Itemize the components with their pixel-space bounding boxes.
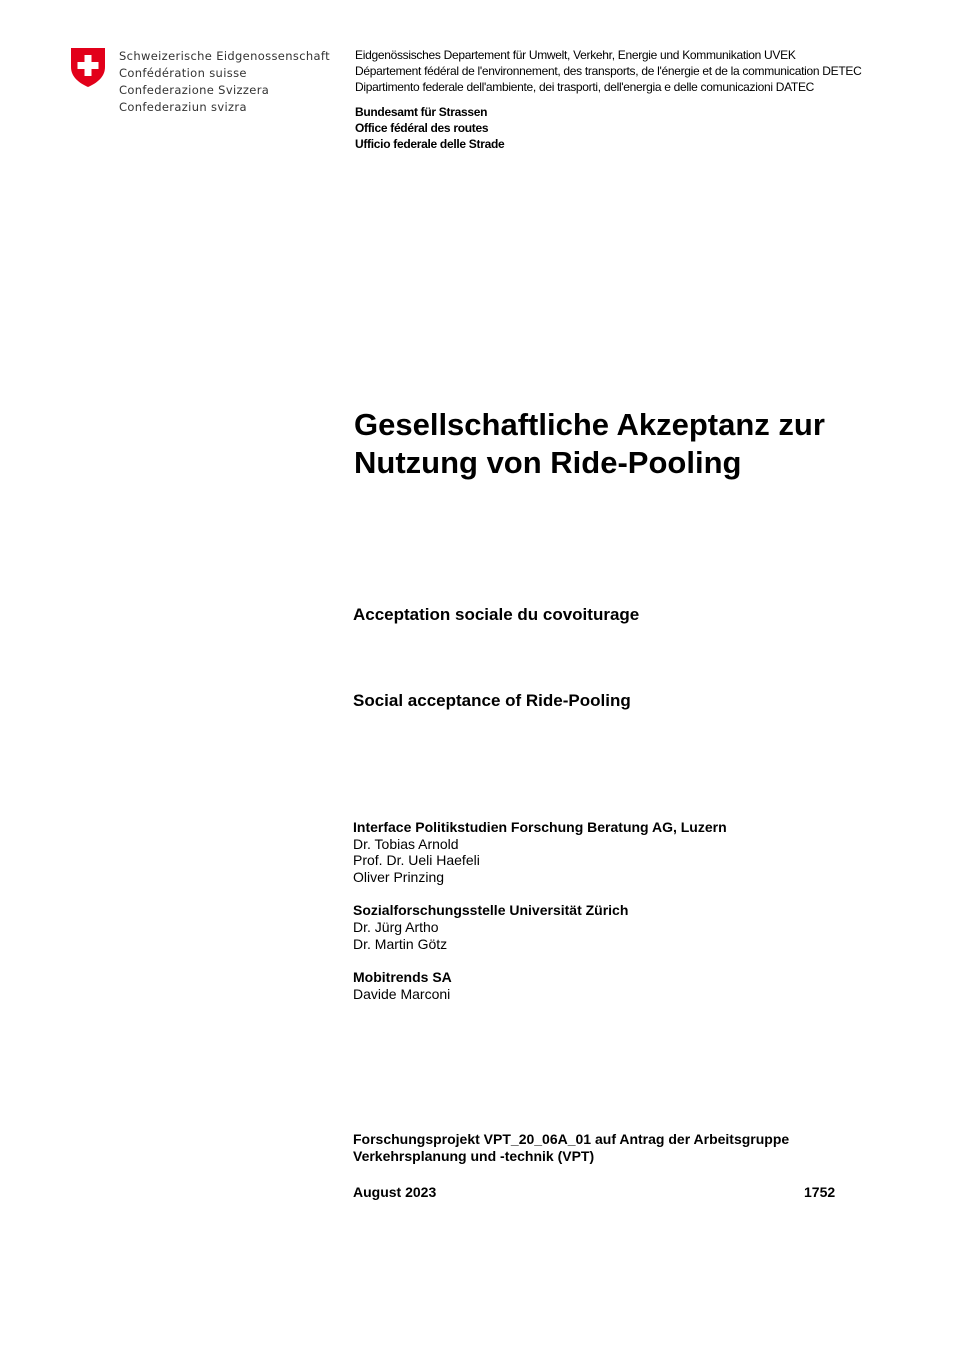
author-organization: Interface Politikstudien Forschung Beratung AG, Luzern [353,819,727,835]
author-name: Davide Marconi [353,985,451,1002]
confed-name-rm: Confederaziun svizra [119,100,247,114]
authors-section [353,819,727,1019]
swiss-coat-of-arms-icon [70,47,106,88]
office-block [355,104,504,152]
confed-name-de: Schweizerische Eidgenossenschaft [119,49,330,63]
project-line-1: Forschungsprojekt VPT_20_06A_01 auf Antrag der Arbeitsgruppe [353,1131,790,1147]
department-line-it: Dipartimento federale dell'ambiente, dei trasporti, dell'energia e delle comunicazioni DATEC [355,80,815,94]
department-line-fr: Département fédéral de l'environnement, des transports, de l'énergie et de la communication DETEC [355,64,862,78]
title-line-1: Gesellschaftliche Akzeptanz zur [354,407,825,442]
cross-horizontal [78,62,99,69]
title-line-2: Nutzung von Ride-Pooling [354,445,742,480]
office-line-fr: Office fédéral des routes [355,121,489,135]
research-project [353,1131,843,1165]
project-line-2: Verkehrsplanung und -technik (VPT) [353,1148,595,1164]
author-name: Prof. Dr. Ueli Haefeli [353,852,480,869]
author-name: Dr. Martin Götz [353,935,448,952]
report-number: 1752 [804,1184,836,1200]
confederation-names [119,48,330,116]
author-organization: Sozialforschungsstelle Universität Zürich [353,902,629,919]
publication-date: August 2023 [353,1184,437,1200]
author-name: Oliver Prinzing [353,869,445,886]
subtitle-english: Social acceptance of Ride-Pooling [353,691,631,710]
office-line-de: Bundesamt für Strassen [355,105,488,119]
document-title [354,406,825,482]
author-name: Dr. Jürg Artho [353,919,439,936]
department-block [355,47,861,95]
author-group-uzh [353,902,727,952]
confed-name-fr: Confédération suisse [119,66,247,80]
office-line-it: Ufficio federale delle Strade [355,137,505,151]
author-group-interface [353,819,727,886]
author-organization: Mobitrends SA [353,969,452,986]
author-name: Dr. Tobias Arnold [353,835,459,852]
author-group-mobitrends [353,969,727,1002]
department-line-de: Eidgenössisches Departement für Umwelt, Verkehr, Energie und Kommunikation UVEK [355,48,796,62]
subtitle-french: Acceptation sociale du covoiturage [353,605,640,624]
confed-name-it: Confederazione Svizzera [119,83,270,97]
